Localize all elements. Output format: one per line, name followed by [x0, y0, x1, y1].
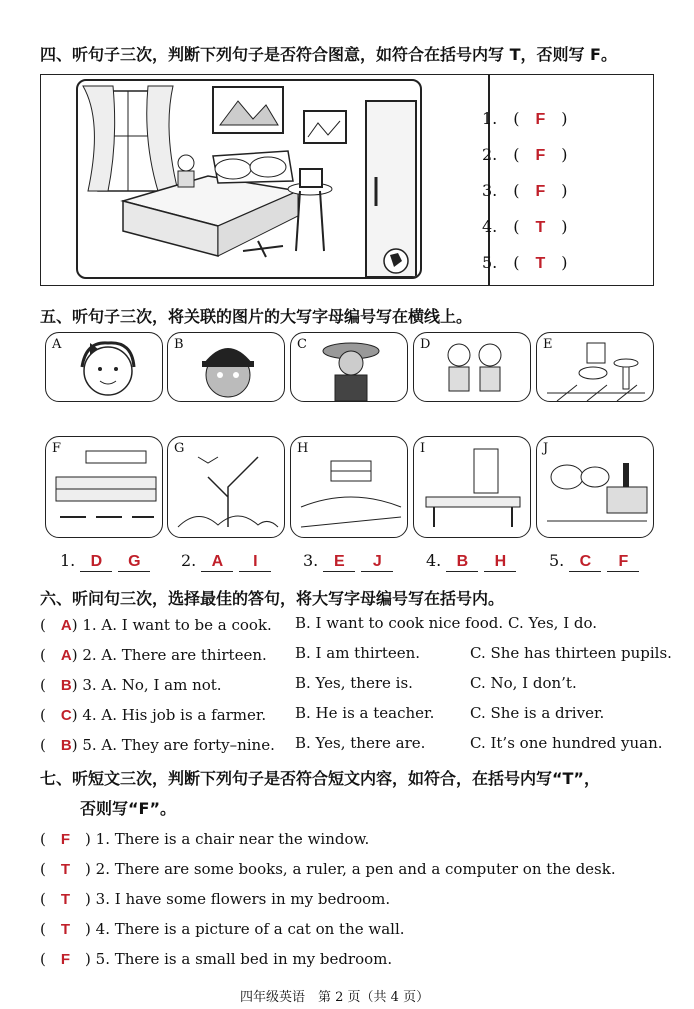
answer-text[interactable]: J	[361, 553, 393, 572]
option-b: B. Yes, there is.	[295, 674, 413, 692]
section7-item-1: ( F ) 1. There is a chair near the window.	[40, 830, 370, 848]
section5-answer-4: 4. B H	[426, 551, 522, 572]
answer-text[interactable]: A	[60, 647, 72, 664]
option-c: C. Yes, I do.	[508, 614, 598, 632]
option-c: C. She is a driver.	[470, 704, 605, 722]
canteen-icon	[46, 437, 163, 538]
option-b: B. I am thirteen.	[295, 644, 421, 662]
option-b: B. He is a teacher.	[295, 704, 435, 722]
answer-text[interactable]: F	[535, 111, 546, 128]
picture-h: H	[290, 436, 408, 538]
picture-f: F	[45, 436, 163, 538]
section7-item-4: ( T ) 4. There is a picture of a cat on the wall.	[40, 920, 405, 938]
section6-heading: 六、听问句三次，选择最佳的答句，将大写字母编号写在括号内。	[40, 589, 505, 608]
answer-text[interactable]: F	[60, 951, 71, 968]
factory-icon	[537, 437, 654, 538]
bedroom-illustration	[76, 79, 422, 279]
answer-text[interactable]: F	[607, 553, 639, 572]
section4-item-5: 5. ( T )	[482, 253, 568, 272]
section4-item-3: 3. ( F )	[482, 181, 568, 200]
answer-text[interactable]: T	[535, 255, 546, 272]
section6-question-4: ( C) 4. A. His job is a farmer.	[40, 706, 267, 724]
answer-text[interactable]: E	[323, 553, 355, 572]
picture-c: C	[290, 332, 408, 402]
section6-question-1: ( A) 1. A. I want to be a cook.	[40, 616, 272, 634]
section5-answer-2: 2. A I	[181, 551, 277, 572]
answer-text[interactable]: T	[60, 891, 71, 908]
picture-a: A	[45, 332, 163, 402]
section7-item-3: ( T ) 3. I have some flowers in my bedroom.	[40, 890, 391, 908]
answer-text[interactable]: F	[60, 831, 71, 848]
answer-text[interactable]: F	[535, 147, 546, 164]
section5-answer-3: 3. E J	[303, 551, 399, 572]
answer-text[interactable]: I	[239, 553, 271, 572]
boy-with-cap-icon	[168, 333, 285, 402]
answer-text[interactable]: A	[201, 553, 233, 572]
picture-d: D	[413, 332, 531, 402]
farmer-icon	[291, 333, 408, 402]
answer-text[interactable]: D	[80, 553, 112, 572]
answer-text[interactable]: A	[60, 617, 72, 634]
picture-e: E	[536, 332, 654, 402]
section7-heading: 七、听短文三次，判断下列句子是否符合短文内容，如符合，在括号内写“T”，	[40, 769, 600, 788]
girl-face-icon	[46, 333, 163, 402]
classroom-icon	[414, 437, 531, 538]
answer-text[interactable]: C	[60, 707, 72, 724]
section5-heading: 五、听句子三次，将关联的图片的大写字母编号写在横线上。	[40, 307, 473, 326]
picture-i: I	[413, 436, 531, 538]
answer-text[interactable]: B	[446, 553, 478, 572]
answer-text[interactable]: T	[60, 921, 71, 938]
garden-icon	[168, 437, 285, 538]
picture-j: J	[536, 436, 654, 538]
section4-item-4: 4. ( T )	[482, 217, 568, 236]
answer-text[interactable]: B	[60, 677, 72, 694]
option-c: C. She has thirteen pupils.	[470, 644, 672, 662]
picture-g: G	[167, 436, 285, 538]
option-c: C. No, I don’t.	[470, 674, 577, 692]
section7-item-2: ( T ) 2. There are some books, a ruler, a pen and a computer on the desk.	[40, 860, 616, 878]
section4-item-2: 2. ( F )	[482, 145, 568, 164]
section4-item-1: 1. ( F )	[482, 109, 568, 128]
section7-heading-cont: 否则写“F”。	[80, 799, 176, 818]
playground-icon	[291, 437, 408, 538]
picture-b: B	[167, 332, 285, 402]
section5-answer-5: 5. C F	[549, 551, 645, 572]
answer-text[interactable]: C	[569, 553, 601, 572]
section6-question-3: ( B) 3. A. No, I am not.	[40, 676, 222, 694]
section4-heading: 四、听句子三次，判断下列句子是否符合图意，如符合在括号内写 T，否则写 F。	[40, 45, 617, 64]
answer-text[interactable]: T	[60, 861, 71, 878]
option-c: C. It’s one hundred yuan.	[470, 734, 663, 752]
section7-item-5: ( F ) 5. There is a small bed in my bedroom.	[40, 950, 393, 968]
two-girls-icon	[414, 333, 531, 402]
answer-text[interactable]: G	[118, 553, 150, 572]
bathroom-icon	[537, 333, 654, 402]
option-b: B. Yes, there are.	[295, 734, 426, 752]
option-b: B. I want to cook nice food.	[295, 614, 504, 632]
section6-question-5: ( B) 5. A. They are forty–nine.	[40, 736, 275, 754]
answer-text[interactable]: T	[535, 219, 546, 236]
answer-text[interactable]: H	[484, 553, 516, 572]
answer-text[interactable]: F	[535, 183, 546, 200]
answer-text[interactable]: B	[60, 737, 72, 754]
page-footer: 四年级英语 第 2 页（共 4 页）	[240, 990, 430, 1005]
section5-answer-1: 1. D G	[60, 551, 156, 572]
section6-question-2: ( A) 2. A. There are thirteen.	[40, 646, 267, 664]
